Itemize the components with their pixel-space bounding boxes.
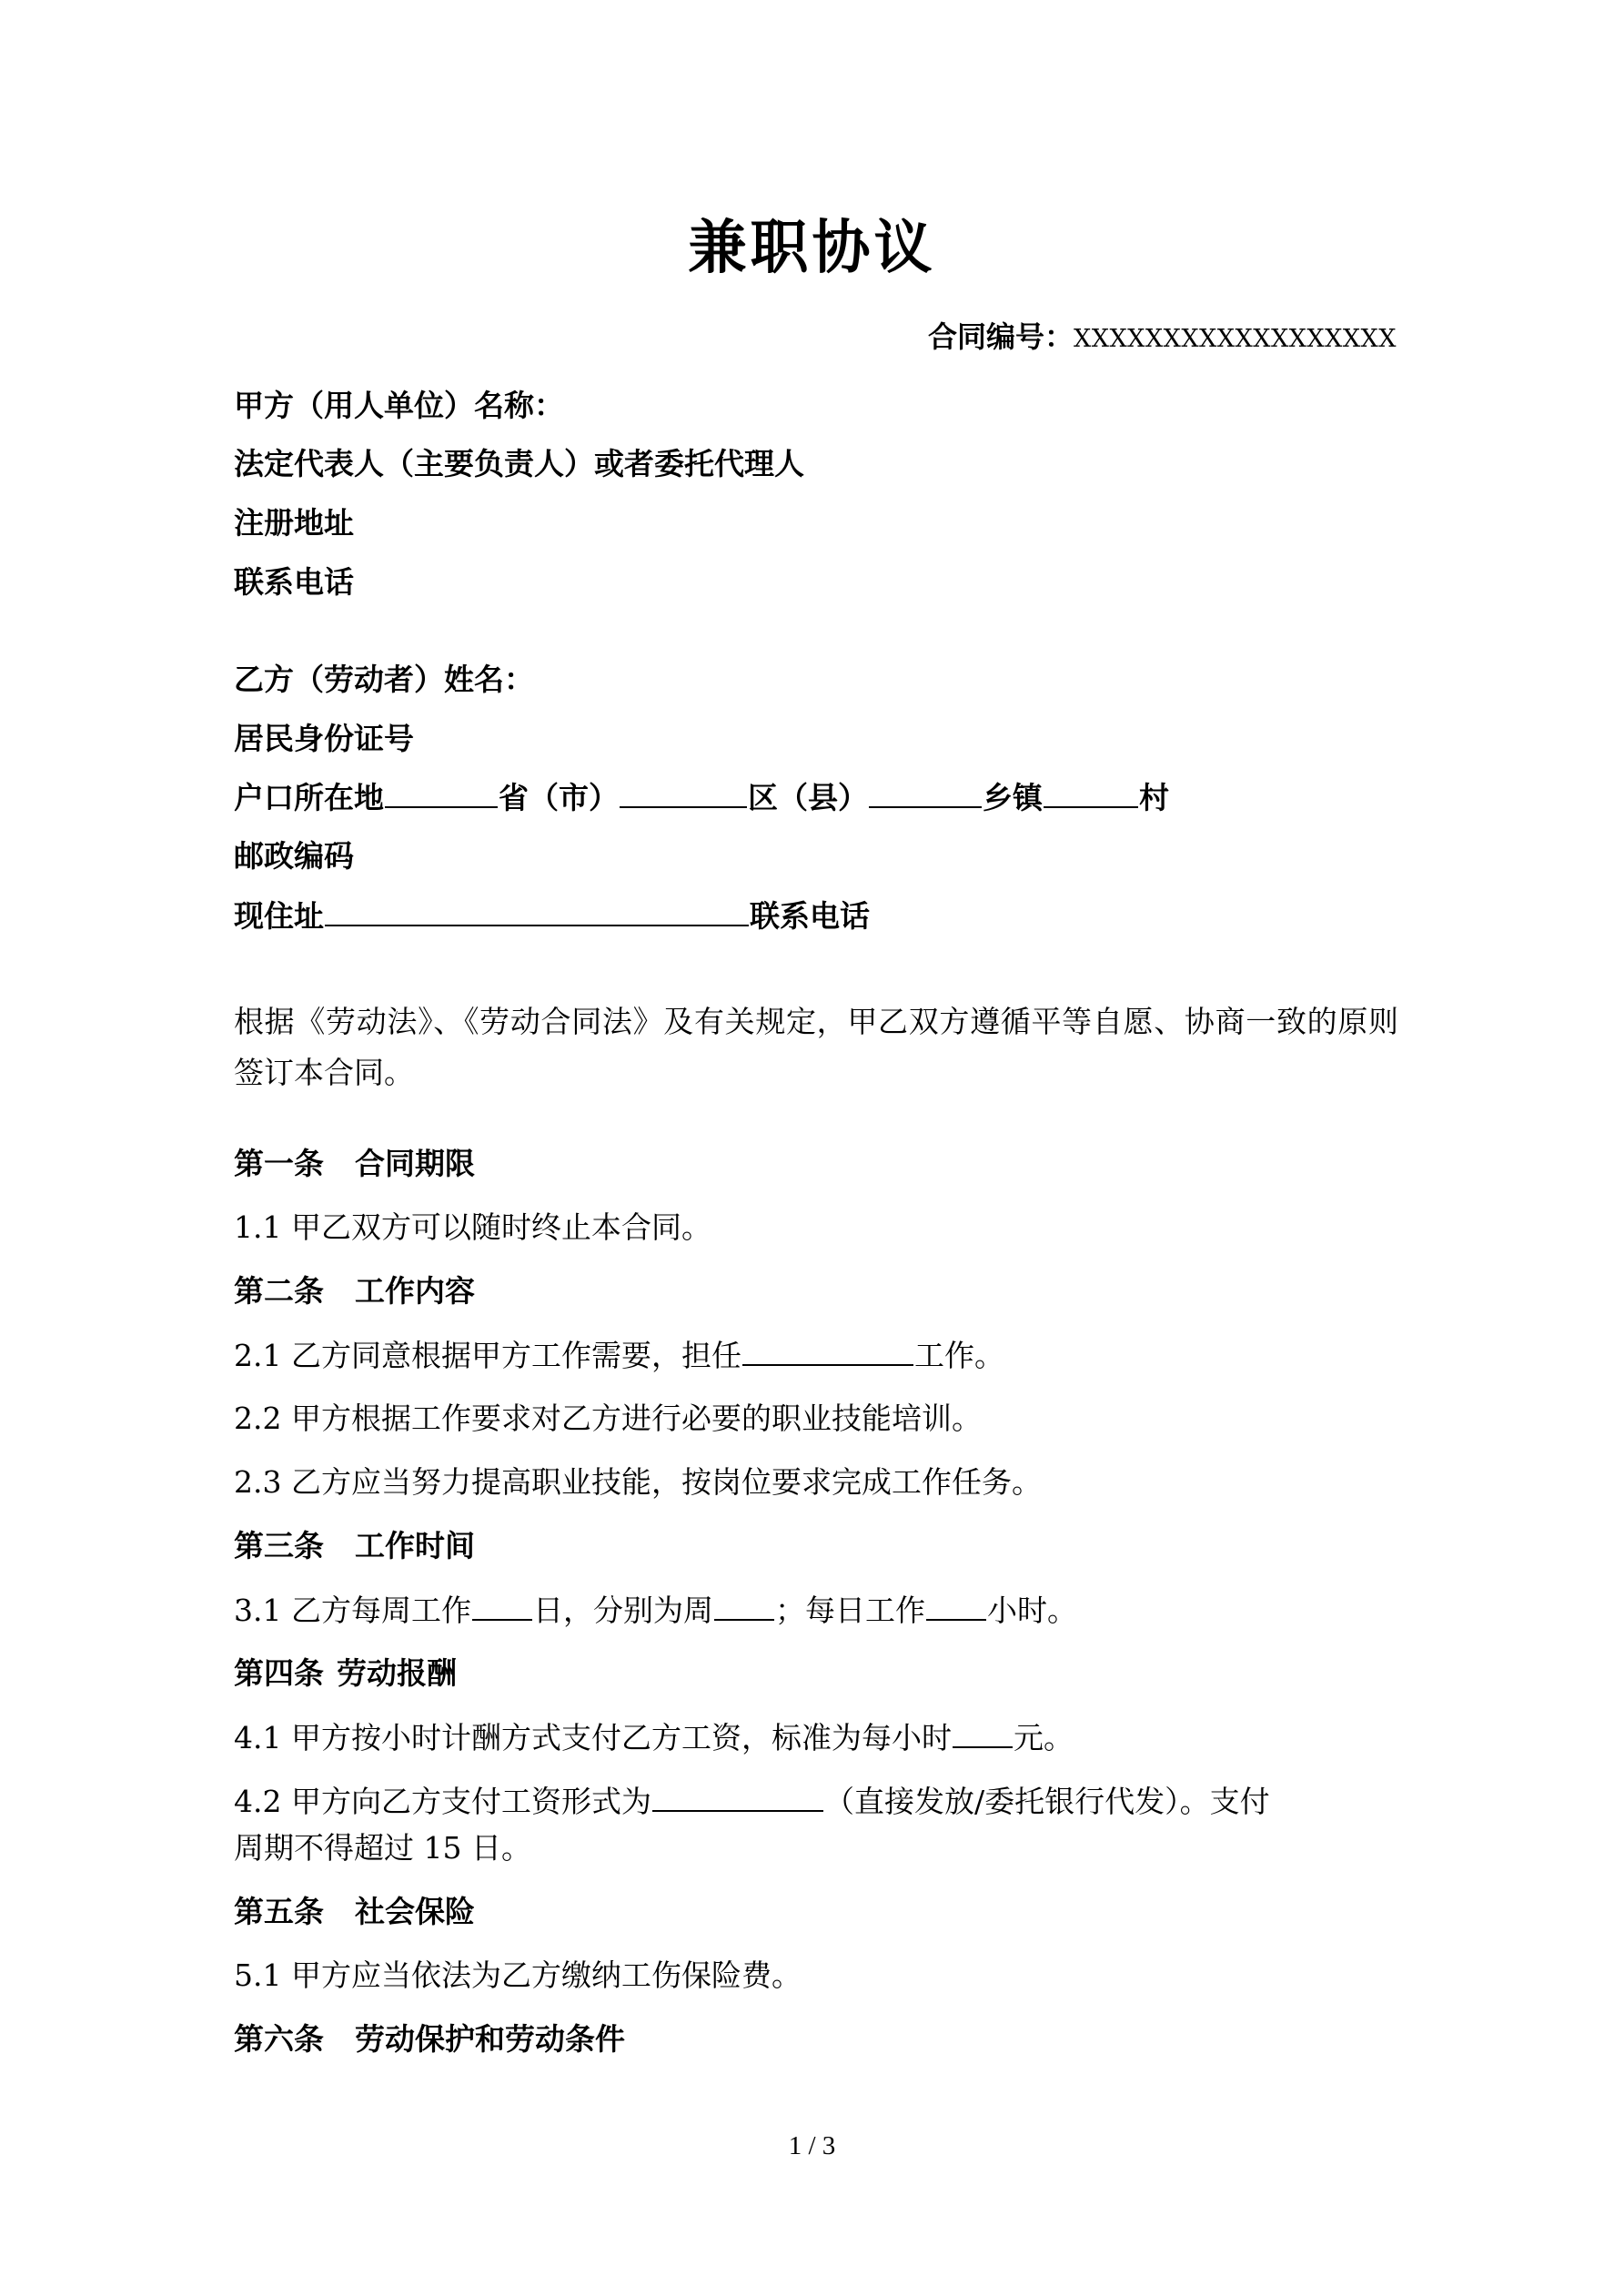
party-a-legal-rep: 法定代表人（主要负责人）或者委托代理人 [234, 446, 804, 481]
hukou-town-blank[interactable] [869, 775, 982, 808]
page-number: 1 / 3 [788, 2131, 836, 2160]
article-4-title: 劳动报酬 [337, 1655, 457, 1691]
clause-4-2-line2: 周期不得超过 15 日。 [234, 1830, 531, 1866]
clause-4-2-post: （直接发放/委托银行代发）。支付 [823, 1784, 1270, 1819]
article-3-heading [234, 1524, 475, 1568]
residence-phone-label: 联系电话 [750, 898, 870, 934]
article-2-number: 第二条 [234, 1273, 324, 1309]
article-4-number: 第四条 [234, 1655, 324, 1691]
party-a-address: 注册地址 [234, 505, 354, 541]
contract-number-label: 合同编号： [927, 319, 1074, 354]
article-6-title: 劳动保护和劳动条件 [355, 2021, 625, 2057]
article-6-heading [234, 2018, 625, 2061]
clause-5-1: 5.1 甲方应当依法为乙方缴纳工伤保险费。 [234, 1957, 802, 1993]
hukou-province-label: 省（市） [499, 780, 619, 815]
document-title: 兼职协议 [688, 215, 936, 282]
article-1-number: 第一条 [234, 1146, 324, 1181]
hukou-town-label: 乡镇 [983, 780, 1043, 815]
days-per-week-blank[interactable] [472, 1588, 532, 1621]
article-1-title: 合同期限 [355, 1146, 475, 1181]
article-5-title: 社会保险 [355, 1894, 475, 1929]
hukou-village-label: 村 [1139, 780, 1169, 815]
hourly-rate-blank[interactable] [953, 1715, 1013, 1748]
party-b-postcode: 邮政编码 [234, 838, 354, 874]
hukou-province-blank[interactable] [385, 775, 498, 808]
party-a-name: 甲方（用人单位）名称： [234, 388, 564, 423]
article-1-heading [234, 1142, 475, 1186]
clause-4-1-post: 元。 [1013, 1720, 1074, 1755]
clause-3-1-p4: 小时。 [986, 1593, 1077, 1628]
clause-2-1-pre: 2.1 乙方同意根据甲方工作需要，担任 [234, 1338, 741, 1373]
article-2-title: 工作内容 [355, 1273, 475, 1309]
clause-3-1-p2: 日，分别为周 [532, 1593, 713, 1628]
hukou-district-label: 区（县） [748, 780, 868, 815]
clause-2-1-post: 工作。 [913, 1338, 1004, 1373]
intro-paragraph [234, 996, 1398, 1098]
clause-3-1-p3: ；每日工作 [774, 1593, 925, 1628]
hukou-village-blank[interactable] [1044, 775, 1138, 808]
party-b-residence [234, 894, 870, 938]
article-3-number: 第三条 [234, 1528, 324, 1563]
clause-2-2: 2.2 甲方根据工作要求对乙方进行必要的职业技能培训。 [234, 1401, 982, 1436]
job-title-blank[interactable] [742, 1333, 913, 1366]
hukou-label: 户口所在地 [234, 780, 384, 815]
clause-4-2-pre: 4.2 甲方向乙方支付工资形式为 [234, 1784, 651, 1819]
article-5-number: 第五条 [234, 1894, 324, 1929]
party-a-phone: 联系电话 [234, 564, 354, 600]
article-5-heading [234, 1890, 475, 1934]
party-b-hukou [234, 775, 1169, 820]
clause-4-1 [234, 1715, 1074, 1760]
contract-number-value: XXXXXXXXXXXXXXXXXX [1074, 325, 1397, 353]
residence-blank[interactable] [325, 894, 749, 926]
clause-1-1: 1.1 甲乙双方可以随时终止本合同。 [234, 1209, 711, 1245]
clause-4-1-pre: 4.1 甲方按小时计酬方式支付乙方工资，标准为每小时 [234, 1720, 952, 1755]
party-b-name: 乙方（劳动者）姓名： [234, 662, 534, 697]
article-2-heading [234, 1269, 475, 1313]
clause-4-2 [234, 1779, 1270, 1824]
clause-3-1 [234, 1588, 1077, 1633]
residence-label: 现住址 [234, 898, 324, 934]
weekdays-blank[interactable] [714, 1588, 774, 1621]
clause-2-3: 2.3 乙方应当努力提高职业技能，按岗位要求完成工作任务。 [234, 1464, 1042, 1500]
hukou-district-blank[interactable] [620, 775, 747, 808]
article-4-heading [234, 1652, 457, 1695]
contract-number [928, 315, 1397, 361]
clause-3-1-p1: 3.1 乙方每周工作 [234, 1593, 471, 1628]
article-3-title: 工作时间 [355, 1528, 475, 1563]
article-6-number: 第六条 [234, 2021, 324, 2057]
payment-method-blank[interactable] [652, 1779, 823, 1812]
party-b-id-number: 居民身份证号 [234, 721, 414, 756]
intro-text: 根据《劳动法》、《劳动合同法》及有关规定，甲乙双方遵循平等自愿、协商一致的原则签订本合同。 [234, 1004, 1398, 1090]
clause-2-1 [234, 1333, 1004, 1378]
hours-per-day-blank[interactable] [926, 1588, 986, 1621]
